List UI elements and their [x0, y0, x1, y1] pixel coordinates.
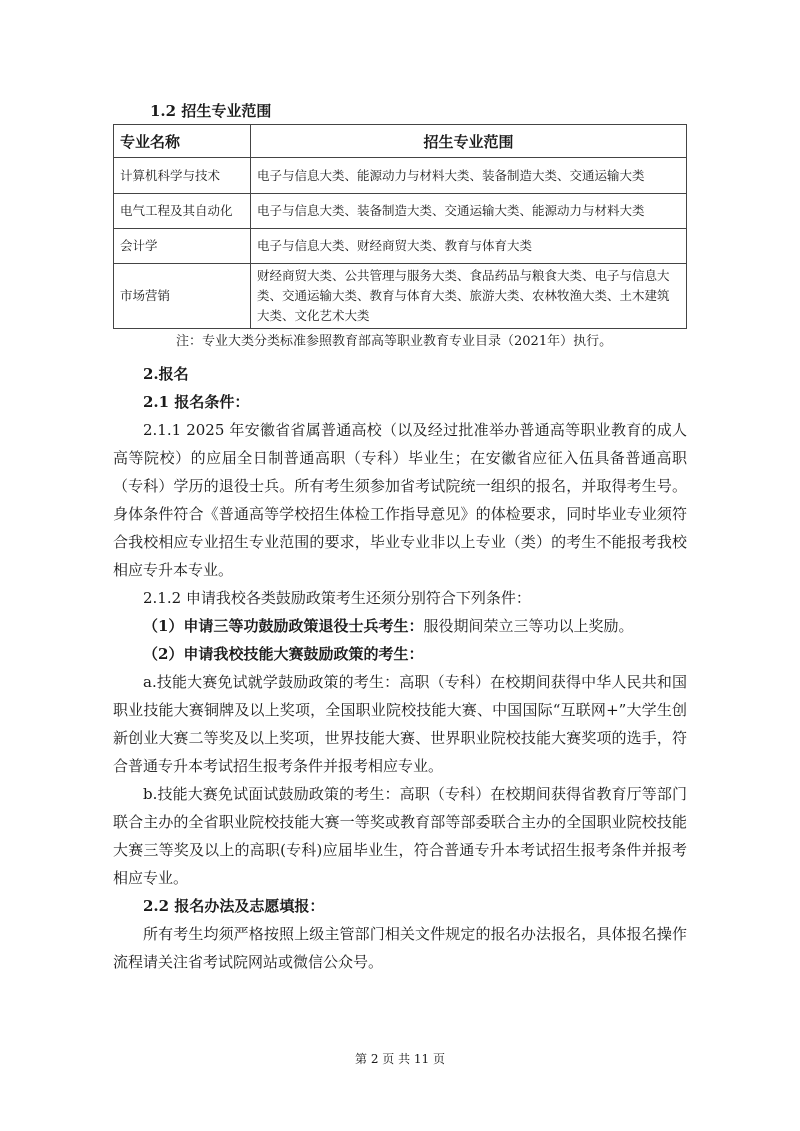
item-1-text: 服役期间荣立三等功以上奖励。	[423, 617, 634, 635]
table-note: 注：专业大类分类标准参照教育部高等职业教育专业目录（2021年）执行。	[176, 334, 613, 349]
scope-cell: 电子与信息大类、能源动力与材料大类、装备制造大类、交通运输大类	[251, 158, 687, 194]
table-header-row	[114, 125, 687, 158]
paragraph-2-1-2: 2.1.2 申请我校各类鼓励政策考生还须分别符合下列条件：	[143, 589, 531, 607]
section-title-1-2: 1.2 招生专业范围	[150, 102, 272, 120]
paragraph-b: b.技能大赛免试面试鼓励政策的考生：高职（专科）在校期间获得省教育厅等部门联合主办的全省职业院校技能大赛一等奖或教育部等部委联合主办的全国职业院校技能大赛三等奖及以上的高职(专科)应届毕业生，符合普通专升本考试招生报考条件并报考相应专业。	[113, 785, 687, 887]
major-name-cell: 市场营销	[114, 264, 251, 329]
subsection-title-2-2: 2.2 报名办法及志愿填报：	[143, 897, 325, 915]
table-row	[114, 194, 687, 229]
header-major-name: 专业名称	[114, 125, 251, 158]
item-1	[113, 612, 687, 640]
item-2-heading: （2）申请我校技能大赛鼓励政策的考生：	[143, 645, 424, 663]
item-1-heading: （1）申请三等功鼓励政策退役士兵考生：	[143, 617, 424, 635]
paragraph-2-2: 所有考生均须严格按照上级主管部门相关文件规定的报名办法报名，具体报名操作流程请关注省考试院网站或微信公众号。	[113, 925, 687, 971]
page-footer: 第 2 页 共 11 页	[355, 1052, 445, 1066]
table-row	[114, 264, 687, 329]
header-scope: 招生专业范围	[251, 125, 687, 158]
major-name-cell: 计算机科学与技术	[114, 158, 251, 194]
paragraph-2-1-1: 2.1.1 2025 年安徽省省属普通高校（以及经过批准举办普通高等职业教育的成人高等院校）的应届全日制普通高职（专科）毕业生；在安徽省应征入伍具备普通高职（专科）学历的退役士兵。所有考生须参加省考试院统一组织的报名，并取得考生号。身体条件符合《普通高等学校招生体检工作指导意见》的体检要求，同时毕业专业须符合我校相应专业招生专业范围的要求，毕业专业非以上专业（类）的考生不能报考我校相应专升本专业。	[113, 421, 687, 579]
section-2-body	[113, 360, 687, 976]
major-name-cell: 电气工程及其自动化	[114, 194, 251, 229]
paragraph-a: a.技能大赛免试就学鼓励政策的考生：高职（专科）在校期间获得中华人民共和国职业技能大赛铜牌及以上奖项，全国职业院校技能大赛、中国国际“互联网+”大学生创新创业大赛二等奖及以上奖项，世界技能大赛、世界职业院校技能大赛奖项的选手，符合普通专升本考试招生报考条件并报考相应专业。	[113, 673, 687, 775]
major-name-cell: 会计学	[114, 229, 251, 264]
subsection-title-2-1: 2.1 报名条件：	[143, 393, 250, 411]
scope-cell: 财经商贸大类、公共管理与服务大类、食品药品与粮食大类、电子与信息大类、交通运输大类、教育与体育大类、旅游大类、农林牧渔大类、土木建筑大类、文化艺术大类	[251, 264, 687, 329]
majors-table	[113, 124, 687, 329]
scope-cell: 电子与信息大类、装备制造大类、交通运输大类、能源动力与材料大类	[251, 194, 687, 229]
scope-cell: 电子与信息大类、财经商贸大类、教育与体育大类	[251, 229, 687, 264]
table-row	[114, 158, 687, 194]
table-row	[114, 229, 687, 264]
section-title-2: 2.报名	[143, 365, 189, 383]
